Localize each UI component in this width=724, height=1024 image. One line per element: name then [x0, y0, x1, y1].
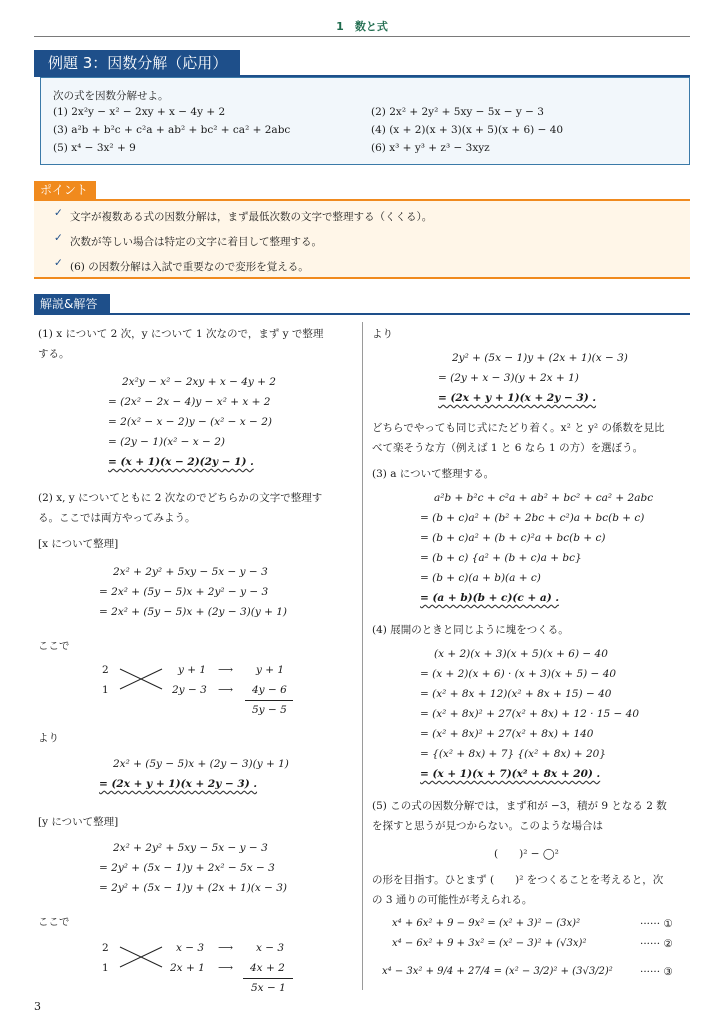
point-label: ポイント [34, 181, 96, 200]
point-item: 文字が複数ある式の因数分解は，まず最低次数の文字で整理する（くくる）。 [70, 211, 433, 223]
p4-eq-line: (x + 2)(x + 3)(x + 5)(x + 6) − 40 [434, 648, 608, 660]
p4-eq-line: = (x² + 8x)² + 27(x² + 8x) + 12 · 15 − 40 [420, 708, 640, 720]
dots-label: ······ ① [640, 918, 673, 930]
check-icon: ✓ [54, 207, 63, 219]
p5-eq-line: x⁴ + 6x² + 9 − 9x² = (x² + 3)² − (3x)² [392, 918, 581, 929]
cross-c: y + 1 [178, 664, 207, 676]
cross-g: 5y − 5 [252, 704, 287, 716]
page-number: 3 [34, 1000, 41, 1013]
p5-eq-line: x⁴ − 6x² + 9 + 3x² = (x² − 3)² + (√3x)² [392, 938, 587, 949]
cross-lines [118, 944, 164, 970]
arrow-icon: ⟶ [218, 664, 234, 676]
koko-text: ここで [38, 916, 70, 928]
p5-eq-line: x⁴ − 3x² + 9/4 + 27/4 = (x² − 3/2)² + (3√3/2)² [382, 966, 613, 977]
cross-b: 1 [102, 684, 109, 696]
p3-eq-line: = (b + c) {a² + (b + c)a + bc} [420, 552, 582, 564]
point-box [34, 201, 690, 279]
dots-label: ······ ② [640, 938, 673, 950]
p4-eq-line: = (x² + 8x + 12)(x² + 8x + 15) − 40 [420, 688, 612, 700]
cross-c: x − 3 [176, 942, 205, 954]
check-icon: ✓ [54, 232, 63, 244]
p5-text: の形を目指す。ひとまず ( )² をつくることを考えると，次 [372, 874, 664, 886]
sum-rule [243, 978, 293, 979]
cross-g: 5x − 1 [251, 982, 286, 994]
p1-eq-line: = (2x² − 2x − 4)y − x² + x + 2 [108, 396, 271, 408]
p2-intro: る。ここでは両方やってみよう。 [38, 512, 196, 524]
p4-intro: (4) 展開のときと同じように塊をつくる。 [372, 624, 569, 636]
yori-text: より [38, 732, 59, 744]
p5-text: の 3 通りの可能性が考えられる。 [372, 894, 533, 906]
p3-answer: = (a + b)(b + c)(c + a) . [420, 592, 559, 604]
p1-intro: (1) x について 2 次，y について 1 次なので，まず y で整理 [38, 328, 324, 340]
p2-x-eq-line: = 2x² + (5y − 5)x + 2y² − y − 3 [99, 586, 269, 598]
cross-e: y + 1 [256, 664, 285, 676]
p2-x-eq-line: = 2x² + (5y − 5)x + (2y − 3)(y + 1) [99, 606, 288, 618]
problem-item: (3) a²b + b²c + c²a + ab² + bc² + ca² + 2abc [53, 124, 291, 136]
cross-a: 2 [102, 942, 109, 954]
cross-lines [118, 666, 164, 692]
p2-y-eq-line: = 2y² + (5x − 1)y + 2x² − 5x − 3 [99, 862, 275, 874]
p2-intro: (2) x, y についてともに 2 次なのでどちらかの文字で整理す [38, 492, 323, 504]
p3-eq-line: = (b + c)a² + (b² + 2bc + c²)a + bc(b + c) [420, 512, 645, 524]
p5-text: (5) この式の因数分解では，まず和が −3，積が 9 となる 2 数 [372, 800, 667, 812]
p4-eq-line: = (x + 2)(x + 6) · (x + 3)(x + 5) − 40 [420, 668, 617, 680]
p2-y-eq-line: = 2y² + (5x − 1)y + (2x + 1)(x − 3) [99, 882, 288, 894]
r1-eq-line: 2y² + (5x − 1)y + (2x + 1)(x − 3) [452, 352, 628, 364]
point-item: 次数が等しい場合は特定の文字に着目して整理する。 [70, 236, 322, 248]
p2-y-eq-line: 2x² + 2y² + 5xy − 5x − y − 3 [113, 842, 268, 854]
cross-a: 2 [102, 664, 109, 676]
koko-text: ここで [38, 640, 70, 652]
header-rule [34, 36, 690, 37]
sum-rule [245, 700, 293, 701]
cross-b: 1 [102, 962, 109, 974]
p1-eq-line: = (2y − 1)(x² − x − 2) [108, 436, 225, 448]
problem-item: (6) x³ + y³ + z³ − 3xyz [371, 142, 490, 154]
p2-y-heading: [y について整理] [38, 816, 119, 828]
p4-eq-line: = {(x² + 8x) + 7} {(x² + 8x) + 20} [420, 748, 606, 760]
example-title: 例題 3：因数分解（応用） [34, 50, 240, 76]
p4-eq-line: = (x² + 8x)² + 27(x² + 8x) + 140 [420, 728, 594, 740]
r1-answer: = (2x + y + 1)(x + 2y − 3) . [438, 392, 597, 404]
arrow-icon: ⟶ [218, 942, 234, 954]
problem-item: (1) 2x²y − x² − 2xy + x − 4y + 2 [53, 106, 226, 118]
p2-x-heading: [x について整理] [38, 538, 119, 550]
cross-f: 4y − 6 [252, 684, 287, 696]
p3-eq-line: = (b + c)a² + (b + c)²a + bc(b + c) [420, 532, 606, 544]
problem-instruction: 次の式を因数分解せよ。 [53, 90, 169, 102]
p2-x-eq-line: 2x² + 2y² + 5xy − 5x − y − 3 [113, 566, 268, 578]
point-item: (6) の因数分解は入試で重要なので変形を覚える。 [70, 261, 309, 273]
arrow-icon: ⟶ [218, 962, 234, 974]
problem-box [40, 77, 690, 165]
problem-item: (2) 2x² + 2y² + 5xy − 5x − y − 3 [371, 106, 544, 118]
dots-label: ······ ③ [640, 966, 673, 978]
arrow-icon: ⟶ [218, 684, 234, 696]
p2-answer: = (2x + y + 1)(x + 2y − 3) . [99, 778, 258, 790]
check-icon: ✓ [54, 257, 63, 269]
note-text: どちらでやっても同じ式にたどり着く。x² と y² の係数を見比 [372, 422, 665, 434]
p1-intro: する。 [38, 348, 70, 360]
p1-eq-line: 2x²y − x² − 2xy + x − 4y + 2 [122, 376, 276, 388]
r1-eq-line: = (2y + x − 3)(y + 2x + 1) [438, 372, 579, 384]
yori-text: より [372, 328, 393, 340]
cross-e: x − 3 [256, 942, 285, 954]
column-divider [362, 322, 363, 990]
problem-item: (4) (x + 2)(x + 3)(x + 5)(x + 6) − 40 [371, 124, 564, 136]
cross-d: 2x + 1 [170, 962, 205, 974]
p5-text: を探すと思うが見つからない。このような場合は [372, 820, 603, 832]
p4-answer: = (x + 1)(x + 7)(x² + 8x + 20) . [420, 768, 601, 780]
solution-rule [34, 313, 690, 315]
problem-item: (5) x⁴ − 3x² + 9 [53, 142, 136, 154]
p1-answer: = (x + 1)(x − 2)(2y − 1) . [108, 456, 254, 468]
p2-x-res-line: 2x² + (5y − 5)x + (2y − 3)(y + 1) [113, 758, 289, 770]
p3-eq-line: = (b + c)(a + b)(a + c) [420, 572, 541, 584]
solution-label: 解説&解答 [34, 294, 110, 314]
cross-f: 4x + 2 [250, 962, 285, 974]
p5-form: ( )² − ◯² [494, 848, 559, 860]
cross-d: 2y − 3 [172, 684, 207, 696]
p3-intro: (3) a について整理する。 [372, 468, 495, 480]
p1-eq-line: = 2(x² − x − 2)y − (x² − x − 2) [108, 416, 272, 428]
p3-eq-line: a²b + b²c + c²a + ab² + bc² + ca² + 2abc [434, 492, 654, 504]
chapter-header: 1 数と式 [336, 20, 388, 33]
note-text: べて楽そうな方（例えば 1 と 6 なら 1 の方）を選ぼう。 [372, 442, 644, 454]
